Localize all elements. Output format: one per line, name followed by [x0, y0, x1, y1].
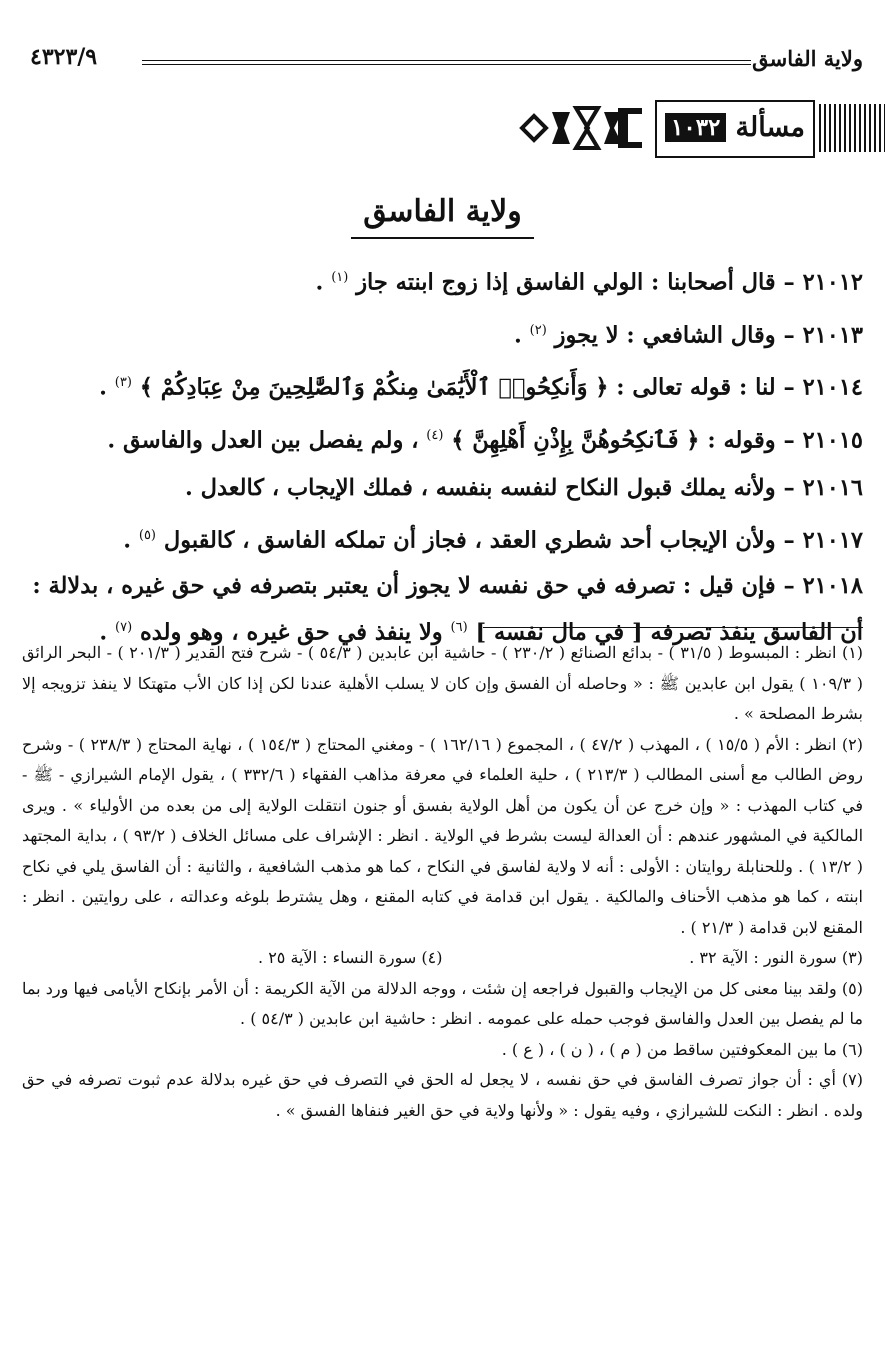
footnote-1: (١) انظر : المبسوط ( ٣١/٥ ) - بدائع الصنائع ( ٢٣٠/٢ ) - حاشية ابن عابدين ( ٥٤/٣ ) - شرح فتح القدير ( ٢٠١/٣ ) - البحر الرائق ( ١٠٩/٣ ) يقول ابن عابدين ﷺ : « وحاصله أن الفسق وإن كان لا يسلب الأهلية عندنا لكن إذا كان الأب متهتكا لا ينفذ تزويجه إلا بشرط المصلحة » .: [22, 643, 864, 723]
footnote-ref[interactable]: (٧): [115, 619, 133, 635]
paragraph-text: – وقال الشافعي : لا يجوز: [554, 322, 795, 348]
paragraph-tail: .: [99, 374, 115, 401]
footnote-ref[interactable]: (٦): [450, 619, 468, 635]
footnote-ref[interactable]: (٥): [138, 528, 156, 543]
quran-verse: ﴿ وَأَنكِحُوا۟ ٱلْأَيَٰمَىٰ مِنكُمْ وَٱلصَّٰلِحِينَ مِنْ عِبَادِكُمْ ﴾: [139, 374, 609, 401]
footnote-7: (٧) أي : أن جواز تصرف الفاسق في حق نفسه ، لا يجعل له الحق في التصرف في حق غيره بدلالة عدم ثبوت تصرفه في حق ولده . انظر : النكت للشيرازي ، وفيه يقول : « ولأنها ولاية في حق الغير فنفاها الفسق » .: [22, 1070, 863, 1120]
footnote-ref[interactable]: (٢): [529, 322, 547, 338]
paragraph-21017: [22, 512, 863, 565]
quran-verse: ﴿ فَٱنكِحُوهُنَّ بِإِذْنِ أَهْلِهِنَّ ﴾: [451, 427, 700, 453]
paragraph-text: – وقوله :: [707, 427, 795, 453]
main-text: [22, 254, 863, 653]
masala-banner: [0, 96, 885, 160]
footnote-5: (٥) ولقد بينا معنى كل من الإيجاب والقبول فراجعه إن شئت ، ووجه الدلالة من الآية الكريمة : أن الأمر بإنكاح الأيامى فيها ورد بما ما لم يفصل بين العدل والفاسق فوجب حمله على عمومه . انظر : حاشية ابن عابدين ( ٥٤/٣ ) .: [22, 978, 863, 1028]
footnote-ref[interactable]: (١): [331, 270, 349, 285]
paragraph-21012: [22, 254, 863, 307]
paragraph-text: – فإن قيل : تصرفه في حق نفسه لا يجوز أن يعتبر بتصرفه في حق غيره ، بدلالة : أن الفاسق ينفذ تصرفه [ في مال نفسه ]: [32, 572, 863, 645]
paragraph-tail: .: [99, 619, 116, 645]
ornament-icon: [518, 104, 648, 152]
paragraph-tail: .: [514, 322, 530, 348]
paragraph-number: ٢١٠١٦: [802, 475, 863, 501]
footnote-2: (٢) انظر : الأم ( ١٥/٥ ) ، المهذب ( ٤٧/٢ ) ، المجموع ( ١٦٢/١٦ ) - ومغني المحتاج ( ١٥٤/٣ ) ، نهاية المحتاج ( ٢٣٨/٣ ) - وشرح روض الطالب مع أسنى المطالب ( ٢١٣/٣ ) ، حلية العلماء في معرفة مذاهب الفقهاء ( ٣٣٢/٦ ) ، يقول الإمام الشيرازي - ﷺ - في كتاب المهذب : « وإن خرج عن أن يكون من أهل الولاية بفسق أو جنون انتقلت الولاية إلى من بعده من الأولياء » . ويرى المالكية في المشهور عندهم : أن العدالة ليست بشرط في الولاية . انظر : الإشراف على مسائل الخلاف ( ٩٣/٢ ) ، بداية المجتهد ( ١٣/٢ ) . وللحنابلة روايتان : الأولى : أنه لا ولاية لفاسق في النكاح ، كما هو مذهب الشافعية ، والثانية : أن الفاسق يلي في نكاح ابنته ، كما هو مذهب الأحناف والمالكية . يقول ابن قدامة في كتابه المقنع ، وهل يشترط بلوغه وعدالته ، على روايتين . انظر : المقنع لابن قدامة ( ٢١/٣ ) .: [22, 734, 864, 937]
paragraph-text: – قال أصحابنا : الولي الفاسق إذا زوج ابنته جاز: [356, 269, 795, 296]
paragraph-text: – لنا : قوله تعالى :: [616, 374, 795, 401]
running-header: [30, 44, 863, 78]
paragraph-number: ٢١٠١٧: [802, 527, 863, 554]
footnote-pair: [22, 943, 863, 974]
paragraph-number: ٢١٠١٨: [802, 572, 863, 599]
masala-label-box: [655, 100, 815, 158]
paragraph-21015: [22, 412, 863, 465]
paragraph-tail: ولا ينفذ في حق غيره ، وهو ولده: [140, 619, 451, 645]
paragraph-text: – ولأنه يملك قبول النكاح لنفسه بنفسه ، فملك الإيجاب ، كالعدل .: [184, 475, 795, 501]
running-header-title: ولاية الفاسق: [752, 46, 863, 71]
banner-stripes: [819, 104, 885, 152]
footnote-6: (٦) ما بين المعكوفتين ساقط من ( م ) ، ( ن ) ، ( ع ) .: [501, 1039, 863, 1059]
footnote-4: (٤) سورة النساء : الآية ٢٥ .: [258, 948, 443, 967]
paragraph-number: ٢١٠١٢: [802, 269, 863, 296]
chapter-title-text: ولاية الفاسق: [351, 194, 533, 239]
masala-number: ١٠٣٢: [665, 113, 726, 142]
paragraph-tail: ، ولم يفصل بين العدل والفاسق .: [107, 427, 427, 453]
header-rule: [142, 60, 751, 65]
footnote-ref[interactable]: (٤): [426, 427, 444, 443]
footnotes: [22, 638, 863, 1126]
paragraph-21016: [22, 464, 863, 512]
paragraph-text: – ولأن الإيجاب أحد شطري العقد ، فجاز أن تملكه الفاسق ، كالقبول: [163, 527, 795, 554]
paragraph-number: ٢١٠١٥: [802, 427, 863, 453]
footnote-ref[interactable]: (٣): [114, 375, 132, 390]
footnote-3: (٣) سورة النور : الآية ٣٢ .: [689, 948, 863, 967]
chapter-title: [0, 194, 885, 239]
paragraph-number: ٢١٠١٣: [802, 322, 863, 348]
paragraph-21014: [22, 359, 863, 412]
paragraph-tail: .: [123, 527, 139, 554]
paragraph-number: ٢١٠١٤: [802, 374, 863, 401]
page-number: ٤٣٢٣/٩: [30, 44, 98, 70]
paragraph-21013: [22, 307, 863, 360]
masala-label: مسألة: [735, 112, 805, 143]
paragraph-tail: .: [315, 269, 332, 296]
footnote-separator: [483, 627, 863, 628]
